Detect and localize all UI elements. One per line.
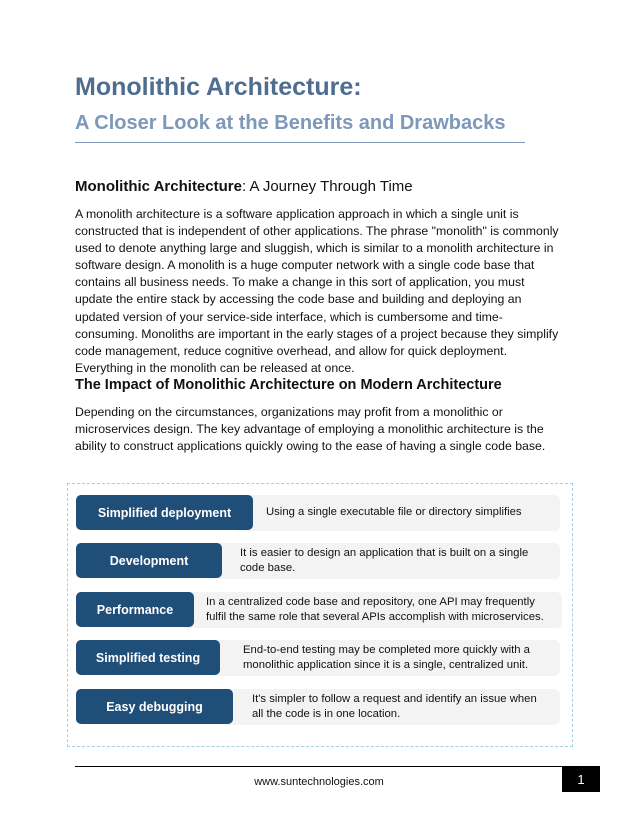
section-heading-impact: The Impact of Monolithic Architecture on Modern Architecture bbox=[75, 377, 502, 393]
section-heading-journey bbox=[75, 178, 413, 195]
benefit-label: Performance bbox=[76, 592, 194, 627]
benefit-description: In a centralized code base and repository, one API may frequently fulfil the same role that several APIs accomplish with microservices. bbox=[180, 592, 562, 628]
benefit-label: Simplified testing bbox=[76, 640, 220, 675]
footer-url: www.suntechnologies.com bbox=[254, 776, 384, 788]
document-subtitle: A Closer Look at the Benefits and Drawbacks bbox=[75, 112, 506, 134]
title-divider bbox=[75, 142, 525, 143]
benefit-description: Using a single executable file or directory simplifies bbox=[234, 495, 560, 531]
section-heading-bold: Monolithic Architecture bbox=[75, 178, 242, 195]
document-title: Monolithic Architecture: bbox=[75, 73, 362, 101]
benefit-description: It is easier to design an application that is built on a single code base. bbox=[205, 543, 560, 579]
benefit-description: End-to-end testing may be completed more quickly with a monolithic application since it is a single, centralized unit. bbox=[208, 640, 560, 676]
impact-paragraph: Depending on the circumstances, organizations may profit from a monolithic or microservices design. The key advantage of employing a monolithic architecture is the ability to construct applications quickly owing to the ease of having a single code base. bbox=[75, 405, 546, 454]
benefit-label: Simplified deployment bbox=[76, 495, 253, 530]
benefit-label: Development bbox=[76, 543, 222, 578]
benefit-label: Easy debugging bbox=[76, 689, 233, 724]
page-number: 1 bbox=[562, 766, 600, 792]
intro-paragraph: A monolith architecture is a software application approach in which a single unit is constructed that is independent of other applications. The phrase "monolith" is commonly used to denote anything large and sluggish, which is similar to a monolith architecture in software design. A monolith is a huge computer network with a single code base that contains all business needs. To make a change in this sort of application, you must update the entire stack by accessing the code base and building and deploying an updated version of your service-side interface, which is cumbersome and time-consuming. Monoliths are important in the early stages of a project because they simplify code management, reduce cognitive overhead, and allow for quick deployment. Everything in the monolith can be released at once. bbox=[75, 207, 559, 375]
footer-divider bbox=[75, 766, 565, 767]
benefit-description: It's simpler to follow a request and identify an issue when all the code is in one location. bbox=[222, 689, 560, 725]
section-heading-rest: : A Journey Through Time bbox=[241, 178, 413, 195]
